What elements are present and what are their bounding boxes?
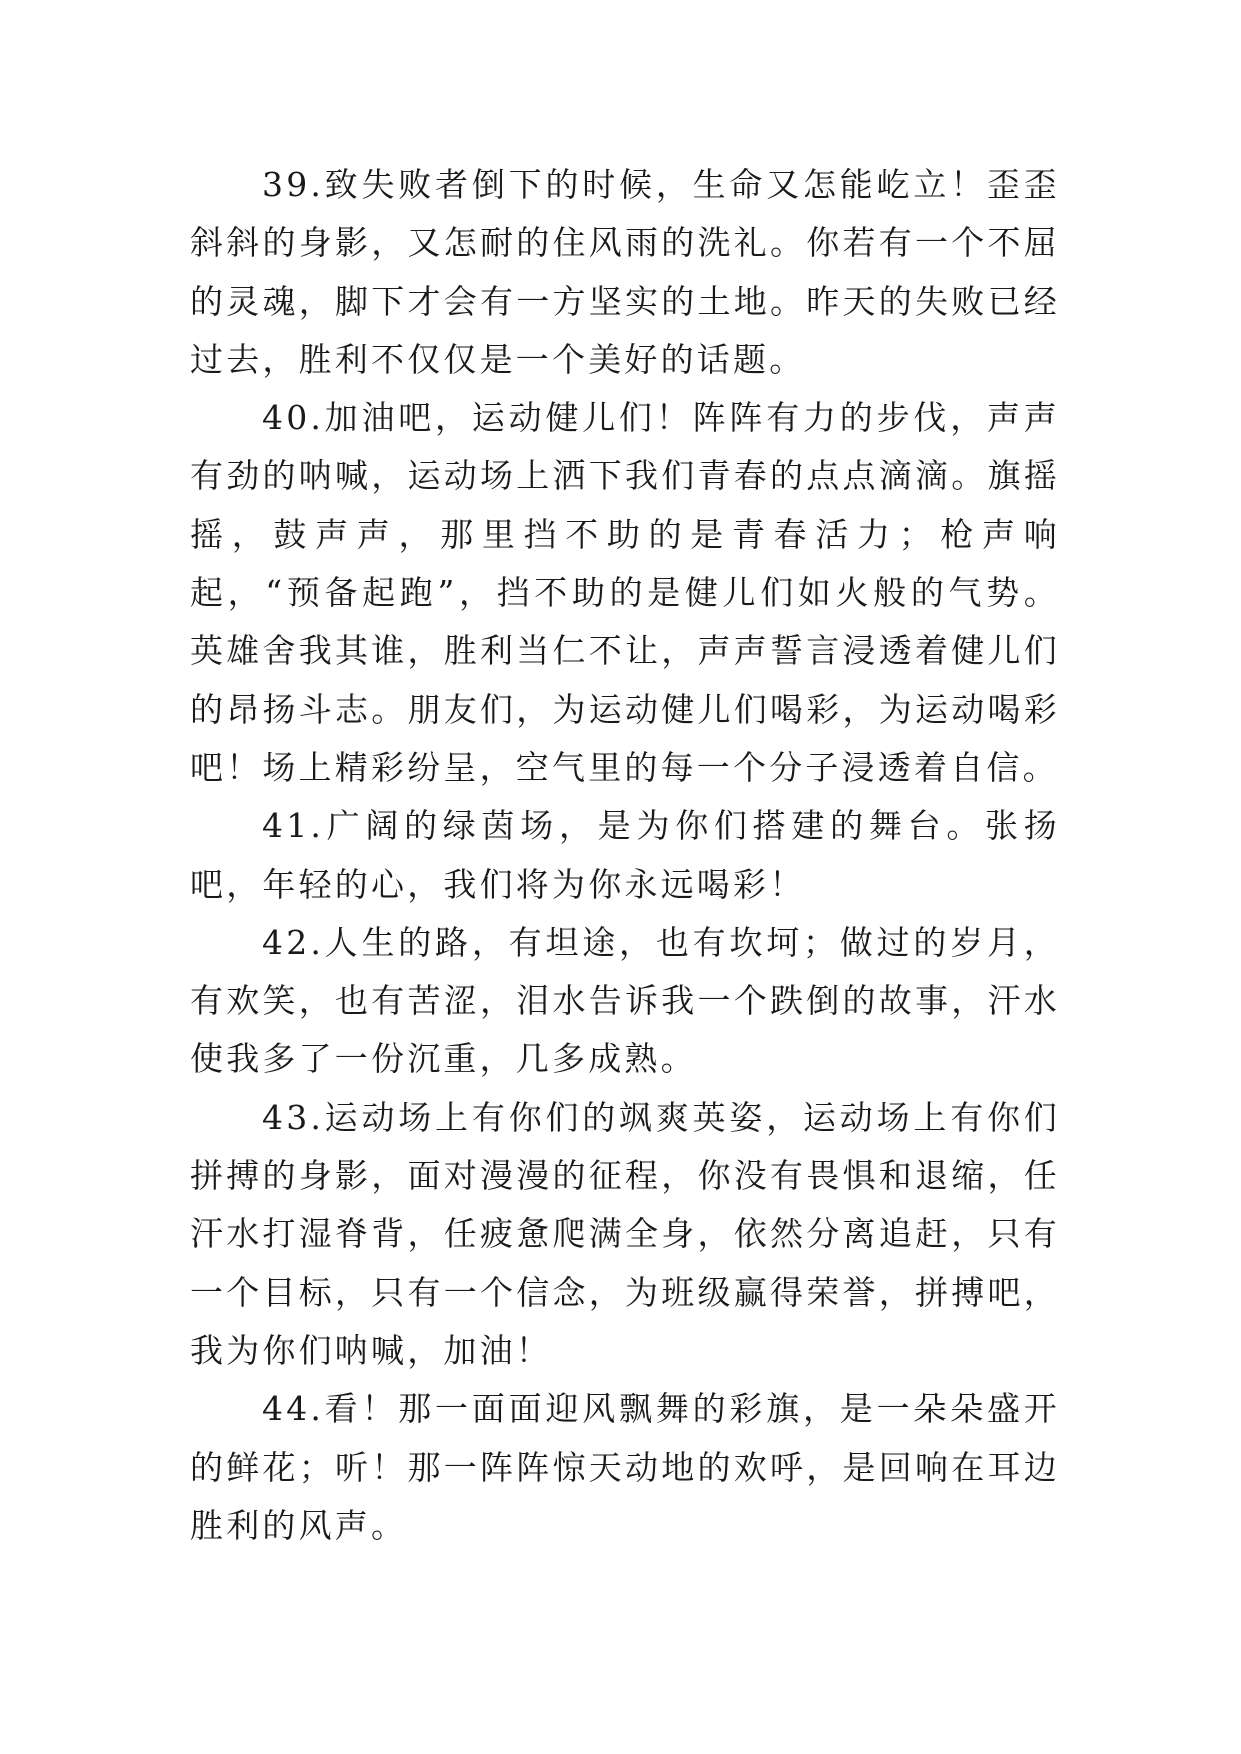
paragraph-44: 44.看！那一面面迎风飘舞的彩旗，是一朵朵盛开的鲜花；听！那一阵阵惊天动地的欢呼，是回响在耳边胜利的风声。 <box>190 1389 1060 1545</box>
document-body <box>190 156 1060 1555</box>
paragraph-40: 40.加油吧，运动健儿们！阵阵有力的步伐，声声有劲的呐喊，运动场上洒下我们青春的点点滴滴。旗摇摇，鼓声声，那里挡不助的是青春活力；枪声响起，“预备起跑”，挡不助的是健儿们如火般的气势。英雄舍我其谁，胜利当仁不让，声声誓言浸透着健儿们的昂扬斗志。朋友们，为运动健儿们喝彩，为运动喝彩吧！场上精彩纷呈，空气里的每一个分子浸透着自信。 <box>190 398 1060 787</box>
paragraph-42: 42.人生的路，有坦途，也有坎坷；做过的岁月，有欢笑，也有苦涩，泪水告诉我一个跌倒的故事，汗水使我多了一份沉重，几多成熟。 <box>190 922 1060 1079</box>
paragraph-41: 41.广阔的绿茵场，是为你们搭建的舞台。张扬吧，年轻的心，我们将为你永远喝彩！ <box>190 806 1060 904</box>
paragraph-39: 39.致失败者倒下的时候，生命又怎能屹立！歪歪斜斜的身影，又怎耐的住风雨的洗礼。你若有一个不屈的灵魂，脚下才会有一方坚实的土地。昨天的失败已经过去，胜利不仅仅是一个美好的话题。 <box>190 165 1060 379</box>
paragraph-43: 43.运动场上有你们的飒爽英姿，运动场上有你们拼搏的身影，面对漫漫的征程，你没有畏惧和退缩，任汗水打湿脊背，任疲惫爬满全身，依然分离追赶，只有一个目标，只有一个信念，为班级赢得荣誉，拼搏吧，我为你们呐喊，加油！ <box>190 1097 1060 1370</box>
